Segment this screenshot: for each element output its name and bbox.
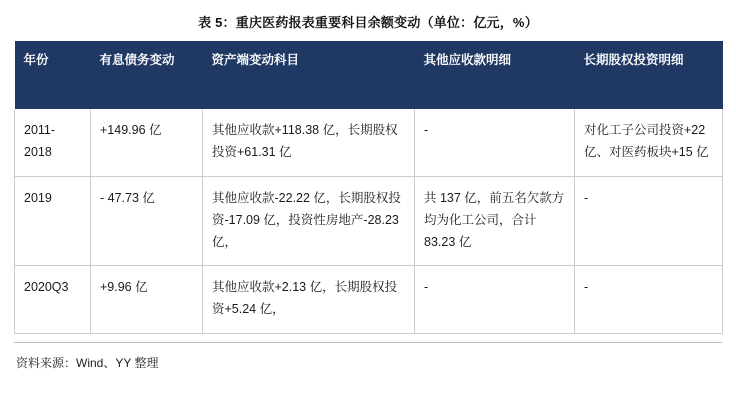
table-row (15, 109, 723, 176)
column-header-equity-detail: 长期股权投资明细 (575, 41, 723, 109)
cell-asset-change: 其他应收款+118.38 亿，长期股权投资+61.31 亿 (203, 109, 415, 176)
column-header-asset-change: 资产端变动科目 (203, 41, 415, 109)
cell-receivable-detail: - (415, 266, 575, 334)
table-body (15, 109, 723, 334)
table-row (15, 176, 723, 266)
cell-year: 2019 (15, 176, 91, 266)
source-divider (14, 342, 722, 371)
cell-year: 2011-2018 (15, 109, 91, 176)
cell-receivable-detail: 共 137 亿，前五名欠款方均为化工公司，合计 83.23 亿 (415, 176, 575, 266)
source-note: 资料来源：Wind、YY 整理 (14, 343, 722, 371)
cell-receivable-detail: - (415, 109, 575, 176)
cell-equity-detail: - (575, 176, 723, 266)
column-header-receivable-detail: 其他应收款明细 (415, 41, 575, 109)
column-header-year: 年份 (15, 41, 91, 109)
table-header (15, 41, 723, 109)
cell-equity-detail: - (575, 266, 723, 334)
table-header-row (15, 41, 723, 109)
column-header-debt-change: 有息债务变动 (91, 41, 203, 109)
table-title: 表 5：重庆医药报表重要科目余额变动（单位：亿元，%） (198, 15, 538, 30)
cell-year: 2020Q3 (15, 266, 91, 334)
table-row (15, 266, 723, 334)
cell-asset-change: 其他应收款+2.13 亿，长期股权投资+5.24 亿， (203, 266, 415, 334)
cell-equity-detail: 对化工子公司投资+22 亿、对医药板块+15 亿 (575, 109, 723, 176)
cell-debt-change: - 47.73 亿 (91, 176, 203, 266)
cell-debt-change: +149.96 亿 (91, 109, 203, 176)
cell-debt-change: +9.96 亿 (91, 266, 203, 334)
data-table (14, 41, 723, 334)
cell-asset-change: 其他应收款-22.22 亿，长期股权投资-17.09 亿，投资性房地产-28.23 亿， (203, 176, 415, 266)
